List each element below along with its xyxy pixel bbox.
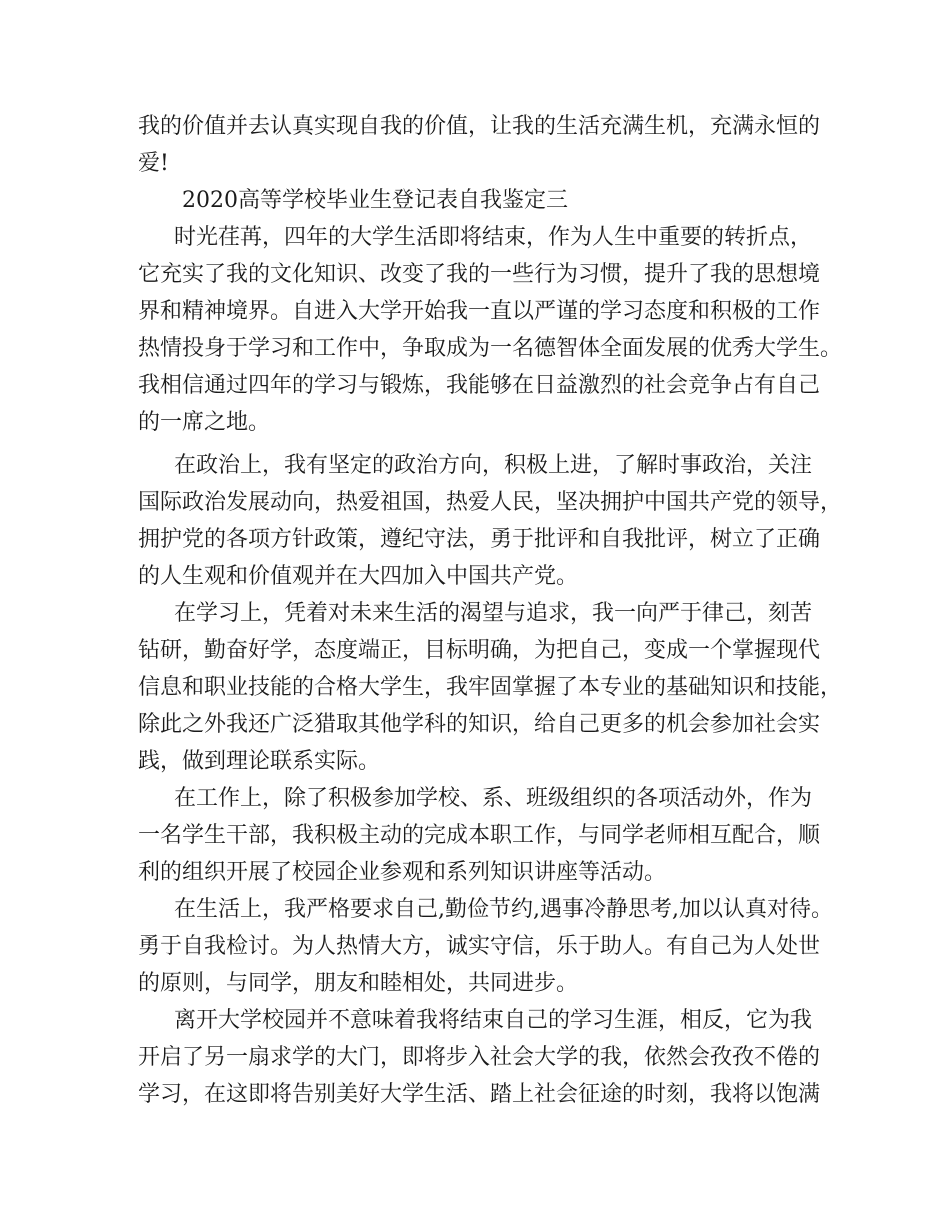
text-line: 的人生观和价值观并在大四加入中国共产党。 bbox=[138, 564, 579, 589]
document-page bbox=[138, 108, 843, 1113]
paragraph-first-line: 在学习上，凭着对未来生活的渴望与追求，我一向严于律己，刻苦 bbox=[174, 601, 813, 626]
text-line: 热情投身于学习和工作中，争取成为一名德智体全面发展的优秀大学生。 bbox=[138, 336, 843, 361]
section-heading: 2020高等学校毕业生登记表自我鉴定三 bbox=[182, 188, 568, 213]
paragraph-first-line: 在政治上，我有坚定的政治方向，积极上进，了解时事政治，关注 bbox=[174, 453, 813, 478]
paragraph-first-line: 在工作上，除了积极参加学校、系、班级组织的各项活动外，作为 bbox=[174, 786, 813, 811]
text-line: 信息和职业技能的合格大学生，我牢固掌握了本专业的基础知识和技能， bbox=[138, 675, 843, 700]
text-line: 爱! bbox=[138, 151, 169, 176]
text-line: 钻研，勤奋好学，态度端正，目标明确，为把自己，变成一个掌握现代 bbox=[138, 638, 821, 663]
text-line: 我相信通过四年的学习与锻炼，我能够在日益激烈的社会竞争占有自己 bbox=[138, 373, 821, 398]
text-line: 我的价值并去认真实现自我的价值，让我的生活充满生机，充满永恒的 bbox=[138, 114, 821, 139]
text-line: 界和精神境界。自进入大学开始我一直以严谨的学习态度和积极的工作 bbox=[138, 299, 821, 324]
text-line: 一名学生干部，我积极主动的完成本职工作，与同学老师相互配合，顺 bbox=[138, 823, 821, 848]
paragraph-first-line: 在生活上，我严格要求自己,勤俭节约,遇事冷静思考,加以认真对待。 bbox=[174, 897, 833, 922]
text-line: 践，做到理论联系实际。 bbox=[138, 749, 381, 774]
text-line: 的一席之地。 bbox=[138, 410, 271, 435]
text-line: 开启了另一扇求学的大门，即将步入社会大学的我，依然会孜孜不倦的 bbox=[138, 1045, 821, 1070]
text-line: 除此之外我还广泛猎取其他学科的知识，给自己更多的机会参加社会实 bbox=[138, 712, 821, 737]
paragraph-first-line: 时光荏苒，四年的大学生活即将结束，作为人生中重要的转折点， bbox=[174, 225, 813, 250]
text-line: 勇于自我检讨。为人热情大方，诚实守信，乐于助人。有自己为人处世 bbox=[138, 934, 821, 959]
text-line: 利的组织开展了校园企业参观和系列知识讲座等活动。 bbox=[138, 860, 667, 885]
paragraph-first-line: 离开大学校园并不意味着我将结束自己的学习生涯，相反，它为我 bbox=[174, 1008, 813, 1033]
text-line: 国际政治发展动向，热爱祖国，热爱人民，坚决拥护中国共产党的领导， bbox=[138, 490, 843, 515]
text-line: 它充实了我的文化知识、改变了我的一些行为习惯，提升了我的思想境 bbox=[138, 262, 821, 287]
text-line: 拥护党的各项方针政策，遵纪守法，勇于批评和自我批评，树立了正确 bbox=[138, 527, 821, 552]
text-line: 学习，在这即将告别美好大学生活、踏上社会征途的时刻，我将以饱满 bbox=[138, 1082, 821, 1107]
text-line: 的原则，与同学，朋友和睦相处，共同进步。 bbox=[138, 971, 579, 996]
